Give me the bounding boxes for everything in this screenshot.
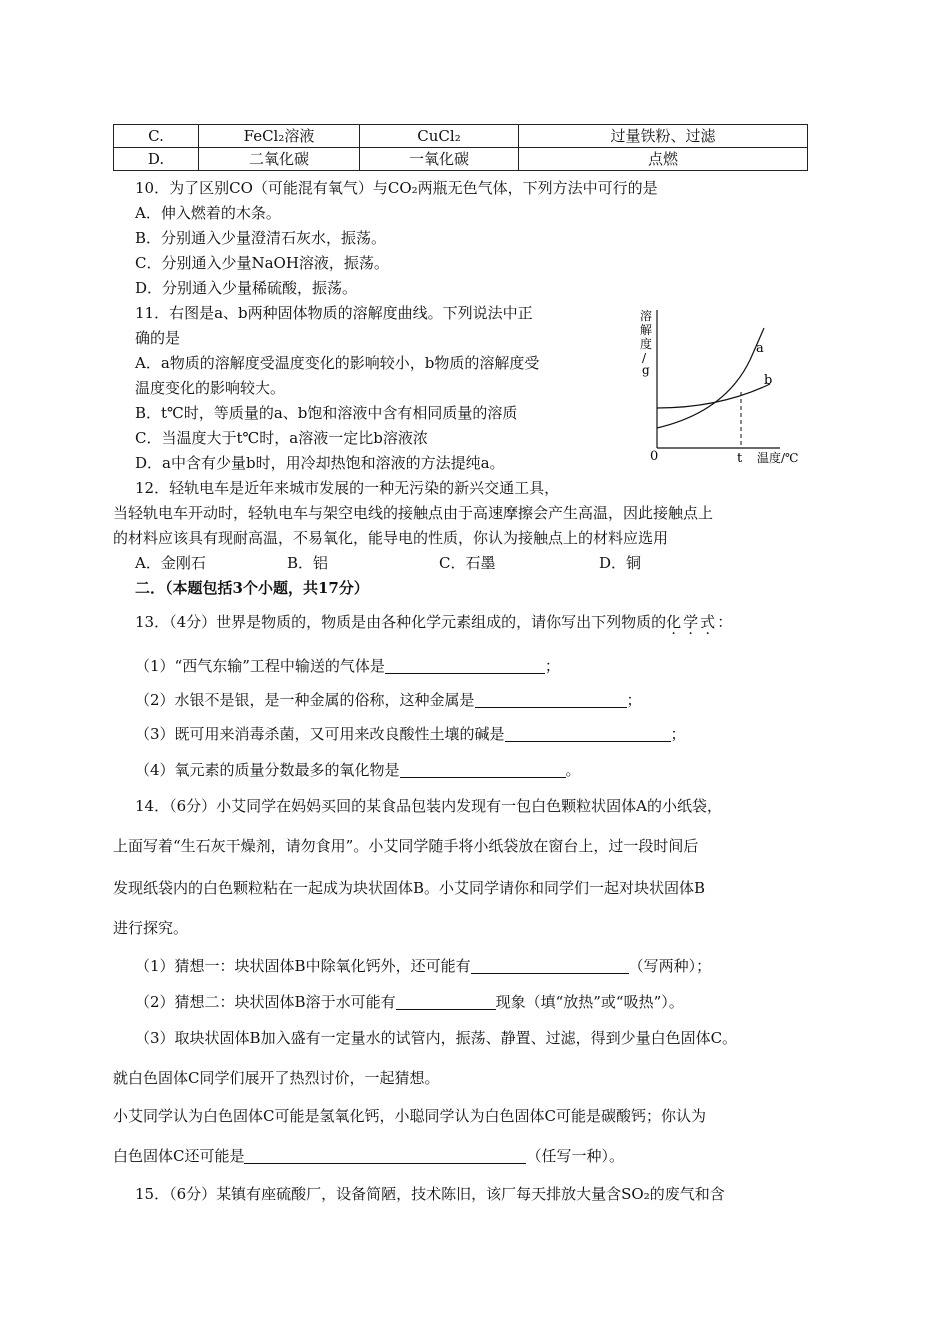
answer-blank[interactable]	[385, 657, 545, 674]
q12-option-a: A．金刚石	[135, 554, 206, 572]
q13-item-1-text: （1）“西气东输”工程中输送的气体是	[135, 657, 385, 675]
q14-line-p5: 小艾同学认为白色固体C可能是氢氧化钙，小聪同学认为白色固体C可能是碳酸钙；你认为	[113, 1107, 706, 1125]
q13-item-2	[135, 690, 642, 710]
q14-line1: 14．（6分）小艾同学在妈妈买回的某食品包装内发现有一包白色颗粒状固体A的小纸袋，	[135, 797, 722, 815]
table-cell: 二氧化碳	[199, 148, 360, 171]
answer-blank[interactable]	[244, 1147, 526, 1164]
q14-line-p6	[113, 1146, 624, 1166]
q13-stem-colon: ：	[717, 613, 733, 631]
q14-p6-text: 白色固体C还可能是	[113, 1147, 245, 1165]
q12-line2: 当轻轨电车开动时，轻轨电车与架空电线的接触点由于高速摩擦会产生高温，因此接触点上	[113, 504, 714, 522]
table-row	[114, 125, 808, 148]
table-cell: FeCl₂溶液	[199, 125, 360, 148]
curve-a-label: a	[756, 341, 764, 356]
q10-option-a: A．伸入燃着的木条。	[135, 204, 281, 222]
answer-blank[interactable]	[475, 691, 627, 708]
answer-blank[interactable]	[396, 993, 496, 1010]
q15-line1: 15．（6分）某镇有座硫酸厂，设备简陋，技术陈旧，该厂每天排放大量含SO₂的废气和含	[135, 1185, 725, 1203]
q14-part-1	[135, 956, 711, 976]
table-cell: CuCl₂	[360, 125, 519, 148]
answer-blank[interactable]	[471, 957, 629, 974]
q13-item-3	[135, 724, 686, 744]
q14-part-2-end: 现象（填“放热”或“吸热”）。	[495, 993, 684, 1011]
q12-choices	[135, 553, 641, 573]
q11-option-a-line1: A．a物质的溶解度受温度变化的影响较小，b物质的溶解度受	[135, 354, 540, 372]
q13-item-4-text: （4）氧元素的质量分数最多的氧化物是	[135, 761, 400, 779]
q11-option-c: C．当温度大于t℃时，a溶液一定比b溶液浓	[135, 429, 428, 447]
q13-item-2-text: （2）水银不是银，是一种金属的俗称，这种金属是	[135, 691, 475, 709]
emphasis-char: 式	[700, 613, 718, 631]
q10-option-d: D．分别通入少量稀硫酸，振荡。	[135, 279, 358, 297]
curve-b	[657, 384, 770, 408]
table-cell: 过量铁粉、过滤	[519, 125, 808, 148]
curve-a	[657, 328, 764, 428]
t-label: t	[737, 451, 743, 466]
punct: ；	[626, 691, 642, 709]
q11-option-a-line2: 温度变化的影响较大。	[135, 379, 286, 397]
table-row	[114, 148, 808, 171]
q13-item-1	[135, 656, 560, 676]
table-cell: 一氧化碳	[360, 148, 519, 171]
q12-line1: 12．轻轨电车是近年来城市发展的一种无污染的新兴交通工具，	[135, 479, 560, 497]
punct: ；	[670, 725, 686, 743]
q11-stem-line2: 确的是	[135, 329, 181, 347]
answer-blank[interactable]	[505, 725, 671, 742]
q14-part-1-text: （1）猜想一：块状固体B中除氧化钙外，还可能有	[135, 957, 471, 975]
q14-part-2	[135, 992, 684, 1012]
answer-blank[interactable]	[400, 761, 566, 778]
q13-emphasis	[666, 613, 717, 631]
q10-option-b: B．分别通入少量澄清石灰水，振荡。	[135, 229, 387, 247]
q14-part-2-text: （2）猜想二：块状固体B溶于水可能有	[135, 993, 396, 1011]
options-table	[113, 124, 808, 171]
q12-option-c: C．石墨	[439, 554, 496, 572]
x-axis-label: 温度/℃	[757, 451, 799, 465]
q13-item-3-text: （3）既可用来消毒杀菌，又可用来改良酸性土壤的碱是	[135, 725, 505, 743]
q11-option-d: D．a中含有少量b时，用冷却热饱和溶液的方法提纯a。	[135, 454, 505, 472]
q13-stem-text: 13．（4分）世界是物质的，物质是由各种化学元素组成的，请你写出下列物质的	[135, 613, 667, 631]
row-label: C.	[114, 125, 199, 148]
q13-stem	[135, 612, 732, 632]
emphasis-char: 学	[683, 613, 701, 631]
punct: ；	[544, 657, 560, 675]
q10-stem: 10．为了区别CO（可能混有氧气）与CO₂两瓶无色气体，下列方法中可行的是	[135, 179, 658, 197]
q14-part-1-end: （写两种）；	[628, 957, 712, 975]
y-axis-label: 溶 解 度 / g	[640, 309, 653, 377]
q14-line3: 发现纸袋内的白色颗粒粘在一起成为块状固体B。小艾同学请你和同学们一起对块状固体B	[113, 879, 706, 897]
q11-option-b: B．t℃时，等质量的a、b饱和溶液中含有相同质量的溶质	[135, 404, 518, 422]
table-cell: 点燃	[519, 148, 808, 171]
q14-part-3: （3）取块状固体B加入盛有一定量水的试管内，振荡、静置、过滤，得到少量白色固体C。	[135, 1029, 738, 1047]
q13-item-4	[135, 760, 581, 780]
row-label: D.	[114, 148, 199, 171]
punct: 。	[565, 761, 581, 779]
q11-stem-line1: 11．右图是a、b两种固体物质的溶解度曲线。下列说法中正	[135, 304, 533, 322]
section-heading: 二．（本题包括3个小题，共17分）	[135, 579, 369, 597]
q12-option-b: B．铝	[287, 554, 329, 572]
q14-line-p4: 就白色固体C同学们展开了热烈讨价，一起猜想。	[113, 1069, 440, 1087]
q12-option-d: D．铜	[599, 554, 642, 572]
solubility-curve-diagram	[630, 300, 820, 472]
curve-b-label: b	[764, 373, 773, 388]
emphasis-char: 化	[666, 613, 684, 631]
q14-line4: 进行探究。	[113, 919, 189, 937]
q14-p6-end: （任写一种）。	[526, 1147, 624, 1165]
q14-line2: 上面写着“生石灰干燥剂，请勿食用”。小艾同学随手将小纸袋放在窗台上，过一段时间后	[113, 837, 699, 855]
origin-label: 0	[650, 449, 659, 464]
q10-option-c: C．分别通入少量NaOH溶液，振荡。	[135, 254, 389, 272]
q12-line3: 的材料应该具有现耐高温，不易氧化，能导电的性质，你认为接触点上的材料应选用	[113, 529, 669, 547]
